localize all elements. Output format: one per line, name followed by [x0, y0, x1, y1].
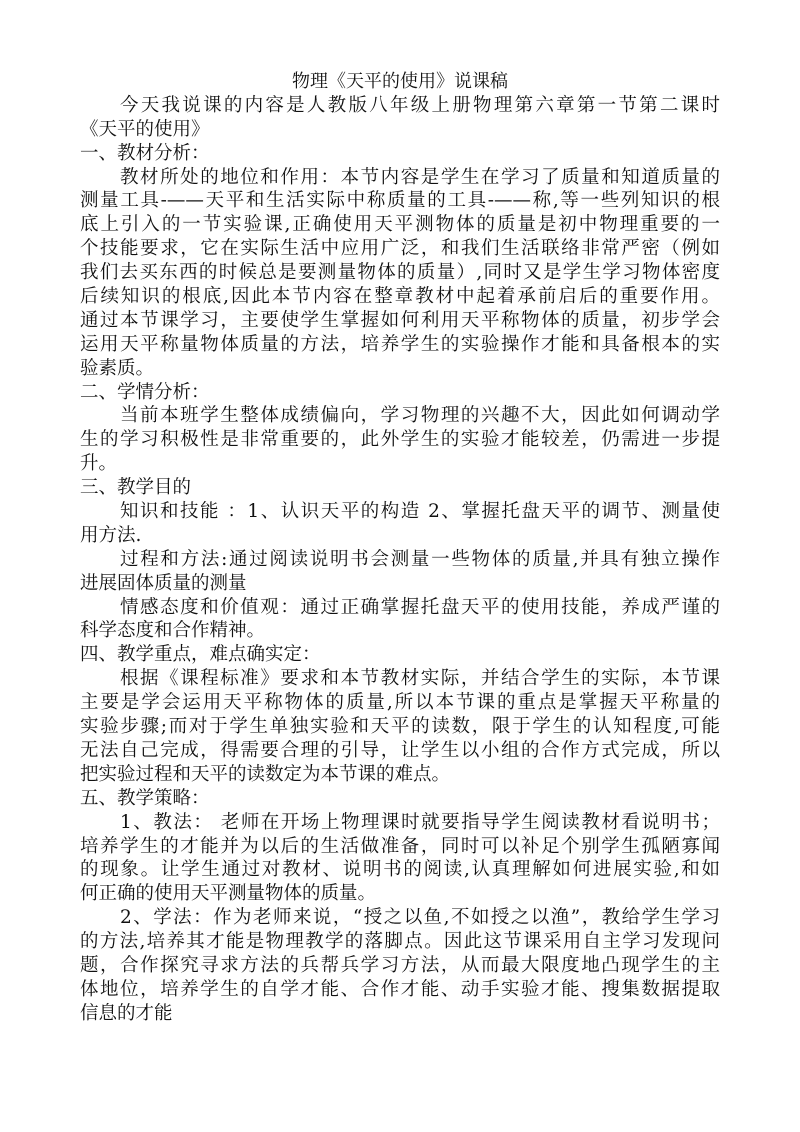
body-line: 1、教法： 老师在开场上物理课时就要指导学生阅读教材看说明书； [120, 811, 720, 833]
body-line: 根据《课程标准》要求和本节教材实际，并结合学生的实际，本节课 [120, 668, 720, 690]
body-line: 测量工具-——天平和生活实际中称质量的工具-——称,等一些列知识的根 [80, 190, 720, 212]
document-title: 物理《天平的使用》说课稿 [292, 71, 508, 92]
body-line: 信息的才能 [80, 1002, 173, 1024]
body-line: 用方法. [80, 524, 142, 546]
body-line: 的方法,培养其才能是物理教学的落脚点。因此这节课采用自主学习发现问 [80, 931, 720, 953]
body-line: 何正确的使用天平测量物体的质量。 [80, 883, 377, 905]
document-body [80, 94, 720, 1026]
body-line: 2、学法：作为老师来说，“授之以鱼,不如授之以渔”，教给学生学习 [120, 907, 720, 929]
section-heading: 一、教材分析： [80, 142, 210, 164]
body-line: 体地位，培养学生的自学才能、合作才能、动手实验才能、搜集数据提取 [80, 978, 720, 1000]
document-page [80, 70, 720, 1026]
body-line: 进展固体质量的测量 [80, 572, 247, 594]
body-line: 实验步骤;而对于学生单独实验和天平的读数，限于学生的认知程度,可能 [80, 716, 720, 738]
body-line: 过程和方法:通过阅读说明书会测量一些物体的质量,并具有独立操作 [120, 548, 720, 570]
body-line: 通过本节课学习，主要使学生掌握如何利用天平称物体的质量，初步学会 [80, 309, 720, 331]
body-line: 教材所处的地位和作用：本节内容是学生在学习了质量和知道质量的 [120, 166, 720, 188]
body-line: 我们去买东西的时候总是要测量物体的质量）,同时又是学生学习物体密度 [80, 262, 720, 284]
body-line: 后续知识的根底,因此本节内容在整章教材中起着承前启后的重要作用。 [80, 286, 720, 308]
body-line: 《天平的使用》 [80, 118, 210, 140]
section-heading: 四、教学重点，难点确实定： [80, 644, 321, 666]
section-heading: 二、学情分析： [80, 381, 210, 403]
body-line: 今天我说课的内容是人教版八年级上册物理第六章第一节第二课时 [120, 94, 720, 116]
body-line: 验素质。 [80, 357, 155, 379]
body-line: 升。 [80, 453, 118, 475]
body-line: 个技能要求，它在实际生活中应用广泛，和我们生活联络非常严密（例如 [80, 238, 720, 260]
body-line: 底上引入的一节实验课,正确使用天平测物体的质量是初中物理重要的一 [80, 214, 720, 236]
body-line: 当前本班学生整体成绩偏向，学习物理的兴趣不大，因此如何调动学 [120, 405, 720, 427]
section-heading: 五、教学策略： [80, 787, 210, 809]
section-heading: 三、教学目的 [80, 477, 192, 499]
body-line: 把实验过程和天平的读数定为本节课的难点。 [80, 763, 451, 785]
body-line: 运用天平称量物体质量的方法，培养学生的实验操作才能和具备根本的实 [80, 333, 720, 355]
body-line: 题，合作探究寻求方法的兵帮兵学习方法，从而最大限度地凸现学生的主 [80, 954, 720, 976]
body-line: 科学态度和合作精神。 [80, 620, 266, 642]
body-line: 培养学生的才能并为以后的生活做准备，同时可以补足个别学生孤陋寡闻 [80, 835, 720, 857]
body-line: 主要是学会运用天平称物体的质量,所以本节课的重点是掌握天平称量的 [80, 692, 720, 714]
body-line: 生的学习积极性是非常重要的，此外学生的实验才能较差，仍需进一步提 [80, 429, 720, 451]
body-line: 情感态度和价值观：通过正确掌握托盘天平的使用技能，养成严谨的 [120, 596, 720, 618]
body-line: 的现象。让学生通过对教材、说明书的阅读,认真理解如何进展实验,和如 [80, 859, 720, 881]
body-line: 知识和技能 ：1、认识天平的构造 2、掌握托盘天平的调节、测量使 [120, 501, 720, 523]
body-line: 无法自己完成，得需要合理的引导，让学生以小组的合作方式完成，所以 [80, 739, 720, 761]
